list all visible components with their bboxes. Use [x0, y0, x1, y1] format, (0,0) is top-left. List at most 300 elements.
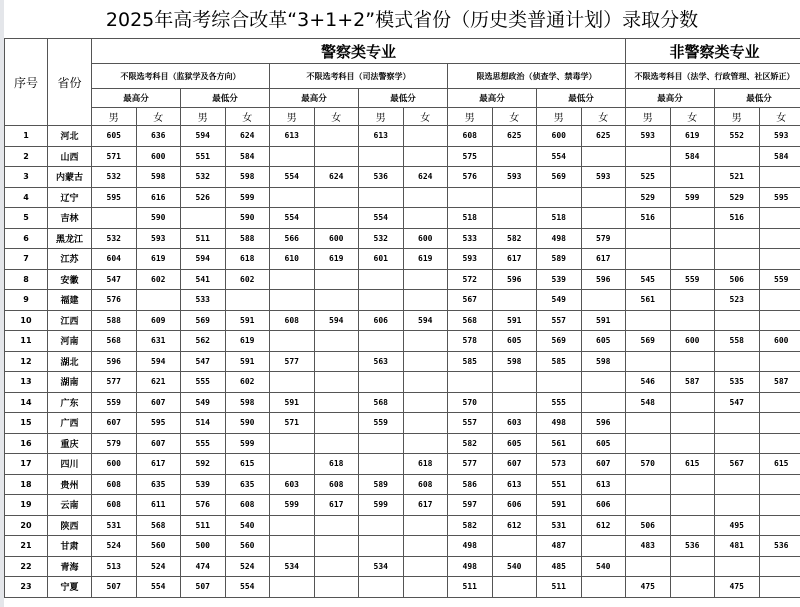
- score-cell: 606: [492, 495, 537, 516]
- score-cell: [136, 290, 181, 311]
- score-cell: 487: [537, 536, 582, 557]
- score-cell: 619: [314, 249, 359, 270]
- score-cell: [314, 187, 359, 208]
- score-cell: 557: [537, 310, 582, 331]
- score-cell: [270, 515, 315, 536]
- page-title: 2025年高考综合改革“3+1+2”模式省份（历史类普通计划）录取分数: [105, 9, 699, 31]
- score-cell: 498: [537, 228, 582, 249]
- score-cell: 571: [92, 146, 137, 167]
- score-cell: [403, 331, 448, 352]
- score-cell: [670, 208, 715, 229]
- score-cell: 485: [537, 556, 582, 577]
- score-cell: [403, 392, 448, 413]
- score-cell: 589: [359, 474, 404, 495]
- score-cell: 618: [225, 249, 270, 270]
- score-cell: 548: [626, 392, 671, 413]
- score-cell: 545: [626, 269, 671, 290]
- score-cell: 575: [448, 146, 493, 167]
- score-cell: [626, 310, 671, 331]
- table-row: [5, 290, 800, 311]
- score-cell: 599: [225, 433, 270, 454]
- row-index: 2: [5, 146, 48, 167]
- score-cell: [270, 290, 315, 311]
- male-header: 男: [626, 108, 671, 126]
- score-cell: 533: [181, 290, 226, 311]
- score-cell: [403, 290, 448, 311]
- province-name: 陕西: [48, 515, 92, 536]
- score-cell: 612: [492, 515, 537, 536]
- score-cell: 567: [448, 290, 493, 311]
- score-cell: 603: [492, 413, 537, 434]
- max-score-header: 最高分: [448, 89, 537, 108]
- score-cell: [359, 269, 404, 290]
- row-index: 4: [5, 187, 48, 208]
- row-index: 22: [5, 556, 48, 577]
- score-cell: 613: [359, 126, 404, 147]
- index-header: 序号: [5, 39, 48, 126]
- score-cell: 636: [136, 126, 181, 147]
- score-cell: 555: [181, 372, 226, 393]
- score-cell: 566: [270, 228, 315, 249]
- score-cell: 524: [136, 556, 181, 577]
- row-index: 9: [5, 290, 48, 311]
- score-cell: 518: [537, 208, 582, 229]
- score-cell: 576: [448, 167, 493, 188]
- score-cell: 536: [759, 536, 800, 557]
- min-score-header: 最低分: [181, 89, 270, 108]
- score-cell: 570: [448, 392, 493, 413]
- score-cell: 498: [448, 536, 493, 557]
- score-cell: 561: [626, 290, 671, 311]
- score-cell: 615: [225, 454, 270, 475]
- score-cell: [314, 577, 359, 598]
- score-cell: 596: [581, 269, 626, 290]
- score-cell: 605: [92, 126, 137, 147]
- score-cell: 568: [92, 331, 137, 352]
- row-index: 7: [5, 249, 48, 270]
- score-cell: 593: [448, 249, 493, 270]
- score-cell: [314, 290, 359, 311]
- score-cell: 555: [537, 392, 582, 413]
- score-cell: 498: [537, 413, 582, 434]
- score-cell: 569: [181, 310, 226, 331]
- score-cell: [581, 372, 626, 393]
- score-cell: 611: [136, 495, 181, 516]
- score-cell: [670, 515, 715, 536]
- score-cell: 534: [359, 556, 404, 577]
- score-cell: [759, 290, 800, 311]
- female-header: 女: [136, 108, 181, 126]
- province-name: 山西: [48, 146, 92, 167]
- score-cell: [626, 146, 671, 167]
- score-cell: 511: [181, 228, 226, 249]
- score-cell: [314, 515, 359, 536]
- score-cell: 483: [626, 536, 671, 557]
- score-cell: [403, 187, 448, 208]
- score-cell: [492, 146, 537, 167]
- province-name: 湖南: [48, 372, 92, 393]
- score-cell: 569: [537, 167, 582, 188]
- score-cell: [270, 577, 315, 598]
- score-cell: [492, 536, 537, 557]
- score-cell: 551: [181, 146, 226, 167]
- score-cell: [581, 187, 626, 208]
- score-cell: [759, 351, 800, 372]
- score-cell: 605: [581, 331, 626, 352]
- score-cell: [670, 167, 715, 188]
- score-cell: [403, 515, 448, 536]
- score-cell: [670, 392, 715, 413]
- female-header: 女: [225, 108, 270, 126]
- score-cell: 596: [92, 351, 137, 372]
- score-cell: 590: [225, 413, 270, 434]
- row-index: 21: [5, 536, 48, 557]
- table-row: [5, 331, 800, 352]
- score-cell: [359, 187, 404, 208]
- score-cell: 599: [225, 187, 270, 208]
- score-cell: 532: [181, 167, 226, 188]
- score-cell: 608: [403, 474, 448, 495]
- score-cell: [314, 372, 359, 393]
- score-cell: [359, 372, 404, 393]
- score-cell: 558: [715, 331, 760, 352]
- female-header: 女: [314, 108, 359, 126]
- score-cell: [403, 433, 448, 454]
- score-cell: [314, 208, 359, 229]
- row-index: 15: [5, 413, 48, 434]
- score-cell: 549: [181, 392, 226, 413]
- score-cell: 506: [715, 269, 760, 290]
- score-cell: 555: [181, 433, 226, 454]
- score-cell: 625: [581, 126, 626, 147]
- score-cell: 610: [270, 249, 315, 270]
- score-cell: 608: [92, 495, 137, 516]
- score-cell: [314, 556, 359, 577]
- score-cell: 516: [626, 208, 671, 229]
- score-cell: [448, 372, 493, 393]
- table-row: [5, 146, 800, 167]
- province-name: 吉林: [48, 208, 92, 229]
- score-cell: 539: [181, 474, 226, 495]
- score-cell: 507: [92, 577, 137, 598]
- score-cell: 617: [403, 495, 448, 516]
- score-cell: [314, 146, 359, 167]
- score-cell: [314, 331, 359, 352]
- female-header: 女: [759, 108, 800, 126]
- score-cell: 598: [225, 167, 270, 188]
- score-cell: 560: [136, 536, 181, 557]
- score-cell: 595: [136, 413, 181, 434]
- score-cell: 635: [225, 474, 270, 495]
- score-cell: [626, 495, 671, 516]
- score-cell: [626, 474, 671, 495]
- score-cell: [359, 536, 404, 557]
- score-cell: [670, 228, 715, 249]
- score-cell: [670, 474, 715, 495]
- score-cell: 552: [715, 126, 760, 147]
- province-name: 甘肃: [48, 536, 92, 557]
- row-index: 23: [5, 577, 48, 598]
- province-name: 辽宁: [48, 187, 92, 208]
- score-cell: [581, 392, 626, 413]
- score-cell: 598: [136, 167, 181, 188]
- score-cell: 613: [492, 474, 537, 495]
- score-cell: 475: [715, 577, 760, 598]
- score-cell: [359, 331, 404, 352]
- score-cell: 617: [314, 495, 359, 516]
- subgroup-investigation: 限选思想政治（侦查学、禁毒学）: [448, 64, 626, 89]
- score-cell: [314, 269, 359, 290]
- score-cell: 600: [314, 228, 359, 249]
- score-cell: 590: [136, 208, 181, 229]
- score-cell: 475: [626, 577, 671, 598]
- score-cell: 600: [537, 126, 582, 147]
- score-cell: [359, 290, 404, 311]
- score-cell: 532: [92, 228, 137, 249]
- score-cell: 605: [492, 331, 537, 352]
- score-cell: 596: [581, 413, 626, 434]
- score-cell: 608: [314, 474, 359, 495]
- province-name: 广西: [48, 413, 92, 434]
- score-cell: 514: [181, 413, 226, 434]
- table-row: [5, 474, 800, 495]
- table-row: [5, 536, 800, 557]
- score-cell: 535: [715, 372, 760, 393]
- score-cell: [537, 187, 582, 208]
- score-cell: [359, 515, 404, 536]
- score-cell: 533: [448, 228, 493, 249]
- score-cell: [759, 495, 800, 516]
- score-cell: [314, 536, 359, 557]
- score-cell: [270, 269, 315, 290]
- province-name: 江西: [48, 310, 92, 331]
- score-cell: [492, 372, 537, 393]
- score-cell: 618: [314, 454, 359, 475]
- score-cell: 593: [136, 228, 181, 249]
- score-cell: 625: [492, 126, 537, 147]
- score-cell: 554: [270, 208, 315, 229]
- score-cell: 539: [537, 269, 582, 290]
- score-cell: 531: [92, 515, 137, 536]
- score-cell: 540: [492, 556, 537, 577]
- score-cell: [270, 372, 315, 393]
- table-row: [5, 167, 800, 188]
- score-cell: [270, 536, 315, 557]
- score-cell: 576: [181, 495, 226, 516]
- score-cell: [715, 474, 760, 495]
- table-row: [5, 269, 800, 290]
- score-cell: 615: [759, 454, 800, 475]
- score-cell: [670, 433, 715, 454]
- score-cell: 595: [92, 187, 137, 208]
- row-index: 20: [5, 515, 48, 536]
- score-cell: [626, 228, 671, 249]
- score-cell: [759, 228, 800, 249]
- score-cell: 603: [270, 474, 315, 495]
- score-cell: 602: [225, 269, 270, 290]
- table-row: [5, 433, 800, 454]
- score-cell: 595: [759, 187, 800, 208]
- score-cell: 617: [581, 249, 626, 270]
- score-cell: 540: [581, 556, 626, 577]
- male-header: 男: [715, 108, 760, 126]
- score-cell: [225, 290, 270, 311]
- score-cell: [670, 249, 715, 270]
- score-cell: [314, 126, 359, 147]
- score-cell: [403, 351, 448, 372]
- score-cell: [581, 536, 626, 557]
- score-cell: 617: [492, 249, 537, 270]
- score-cell: [359, 433, 404, 454]
- score-cell: 562: [181, 331, 226, 352]
- score-cell: 612: [581, 515, 626, 536]
- score-cell: 551: [537, 474, 582, 495]
- score-cell: 524: [92, 536, 137, 557]
- province-name: 宁夏: [48, 577, 92, 598]
- score-cell: [759, 433, 800, 454]
- table-row: [5, 208, 800, 229]
- score-cell: [626, 249, 671, 270]
- score-cell: 606: [581, 495, 626, 516]
- score-cell: 513: [92, 556, 137, 577]
- score-cell: 599: [670, 187, 715, 208]
- score-cell: 607: [492, 454, 537, 475]
- score-cell: 549: [537, 290, 582, 311]
- score-cell: 607: [581, 454, 626, 475]
- score-cell: 591: [225, 310, 270, 331]
- score-cell: [314, 351, 359, 372]
- score-cell: [448, 187, 493, 208]
- score-cell: [670, 495, 715, 516]
- score-cell: 600: [670, 331, 715, 352]
- score-cell: 601: [359, 249, 404, 270]
- row-index: 11: [5, 331, 48, 352]
- score-cell: 584: [225, 146, 270, 167]
- score-cell: [670, 290, 715, 311]
- score-cell: 560: [225, 536, 270, 557]
- score-cell: 495: [715, 515, 760, 536]
- score-cell: 593: [492, 167, 537, 188]
- score-cell: 577: [270, 351, 315, 372]
- score-cell: [626, 351, 671, 372]
- score-cell: 540: [225, 515, 270, 536]
- score-cell: 591: [581, 310, 626, 331]
- score-cell: [581, 290, 626, 311]
- score-cell: 598: [581, 351, 626, 372]
- score-cell: [270, 187, 315, 208]
- score-cell: [403, 536, 448, 557]
- score-cell: 631: [136, 331, 181, 352]
- score-cell: 529: [715, 187, 760, 208]
- province-name: 青海: [48, 556, 92, 577]
- score-cell: [715, 228, 760, 249]
- province-name: 贵州: [48, 474, 92, 495]
- score-cell: 608: [448, 126, 493, 147]
- score-cell: 608: [225, 495, 270, 516]
- score-cell: 582: [492, 228, 537, 249]
- province-name: 云南: [48, 495, 92, 516]
- table-row: [5, 187, 800, 208]
- score-cell: 536: [359, 167, 404, 188]
- score-cell: 606: [359, 310, 404, 331]
- min-score-header: 最低分: [537, 89, 626, 108]
- min-score-header: 最低分: [715, 89, 800, 108]
- score-cell: 598: [225, 392, 270, 413]
- score-cell: [670, 351, 715, 372]
- score-cell: 532: [92, 167, 137, 188]
- score-cell: 592: [181, 454, 226, 475]
- subgroup-law-admin: 不限选考科目（法学、行政管理、社区矫正）: [626, 64, 800, 89]
- score-cell: [759, 515, 800, 536]
- score-cell: [759, 392, 800, 413]
- subgroup-judicial-police: 不限选考科目（司法警察学）: [270, 64, 448, 89]
- female-header: 女: [581, 108, 626, 126]
- score-cell: 559: [92, 392, 137, 413]
- score-cell: 624: [225, 126, 270, 147]
- score-cell: 616: [136, 187, 181, 208]
- score-cell: 599: [270, 495, 315, 516]
- score-cell: 591: [270, 392, 315, 413]
- table-row: [5, 351, 800, 372]
- score-cell: 619: [670, 126, 715, 147]
- score-cell: 578: [448, 331, 493, 352]
- male-header: 男: [181, 108, 226, 126]
- score-cell: 588: [225, 228, 270, 249]
- score-cell: 532: [359, 228, 404, 249]
- score-cell: [403, 413, 448, 434]
- score-cell: 607: [136, 433, 181, 454]
- row-index: 18: [5, 474, 48, 495]
- score-cell: 635: [136, 474, 181, 495]
- score-cell: 554: [136, 577, 181, 598]
- score-cell: 526: [181, 187, 226, 208]
- score-cell: 511: [537, 577, 582, 598]
- score-cell: 568: [136, 515, 181, 536]
- table-row: [5, 413, 800, 434]
- province-header: 省份: [48, 39, 92, 126]
- score-cell: [759, 556, 800, 577]
- table-row: [5, 249, 800, 270]
- score-cell: 559: [359, 413, 404, 434]
- score-cell: [759, 208, 800, 229]
- male-header: 男: [270, 108, 315, 126]
- score-cell: 511: [448, 577, 493, 598]
- score-cell: 569: [537, 331, 582, 352]
- score-cell: 511: [181, 515, 226, 536]
- score-cell: 613: [581, 474, 626, 495]
- province-name: 河北: [48, 126, 92, 147]
- score-cell: 602: [136, 269, 181, 290]
- score-cell: [759, 413, 800, 434]
- row-index: 5: [5, 208, 48, 229]
- score-cell: 598: [492, 351, 537, 372]
- score-cell: 589: [537, 249, 582, 270]
- max-score-header: 最高分: [626, 89, 715, 108]
- score-cell: 607: [92, 413, 137, 434]
- score-cell: 587: [670, 372, 715, 393]
- score-cell: 593: [626, 126, 671, 147]
- score-cell: 621: [136, 372, 181, 393]
- score-cell: [403, 269, 448, 290]
- non-police-majors-header: 非警察类专业: [626, 39, 800, 64]
- table-row: [5, 556, 800, 577]
- score-cell: 600: [759, 331, 800, 352]
- score-cell: [715, 249, 760, 270]
- province-name: 江苏: [48, 249, 92, 270]
- score-cell: 619: [136, 249, 181, 270]
- row-index: 16: [5, 433, 48, 454]
- score-cell: 546: [626, 372, 671, 393]
